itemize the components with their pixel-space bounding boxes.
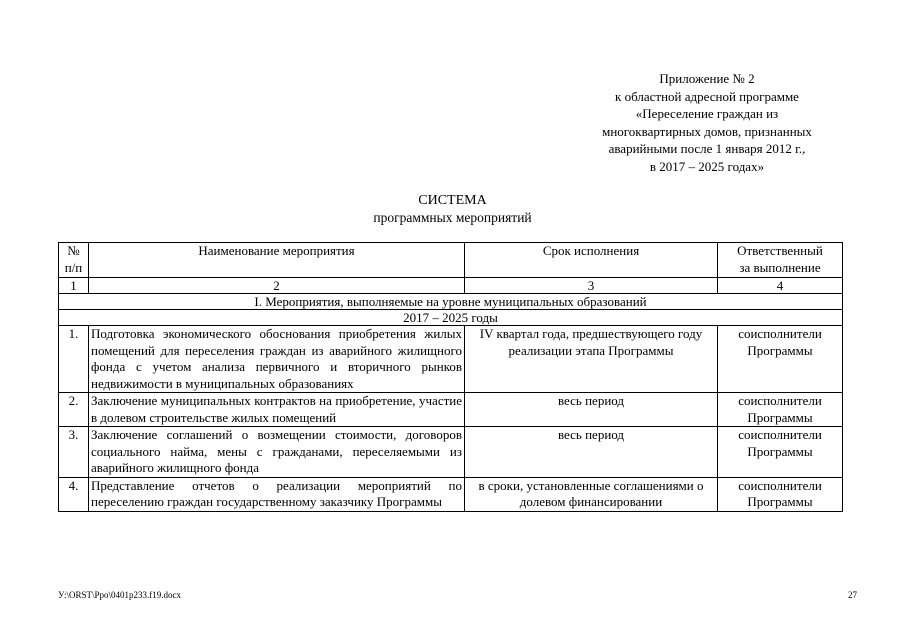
row-term: в сроки, установленные соглашениями о долевом финансировании <box>465 477 718 511</box>
header-num <box>59 243 89 278</box>
header-responsible <box>718 243 843 278</box>
row-name: Заключение муниципальных контрактов на приобретение, участие в долевом строительстве жилых помещений <box>89 393 465 427</box>
row-resp-line2: Программы <box>747 342 813 358</box>
appendix-line: многоквартирных домов, признанных <box>602 123 812 139</box>
row-term: IV квартал года, предшествующего году реализации этапа Программы <box>465 326 718 393</box>
row-resp-line1: соисполнители <box>738 326 822 341</box>
table-header-row <box>59 243 843 278</box>
row-num: 1. <box>59 326 89 393</box>
table-row <box>59 393 843 427</box>
appendix-line: к областной адресной программе <box>615 88 799 104</box>
footer-file-path: У:\ORST\Ppo\0401p233.f19.docx <box>58 590 182 600</box>
header-num-line2: п/п <box>64 259 83 275</box>
header-num-line1: № <box>67 243 80 258</box>
footer-page-number: 27 <box>848 590 857 600</box>
col-number: 1 <box>59 278 89 294</box>
period-title: 2017 – 2025 годы <box>59 310 843 326</box>
column-numbers-row <box>59 278 843 294</box>
document-subtitle: программных мероприятий <box>373 210 532 225</box>
row-num: 2. <box>59 393 89 427</box>
row-responsible <box>718 427 843 478</box>
row-resp-line1: соисполнители <box>738 477 822 493</box>
table-row <box>59 477 843 511</box>
header-term: Срок исполнения <box>465 243 718 278</box>
row-name: Подготовка экономического обоснования приобретения жилых помещений для переселения граждан из аварийного жилищного фонда с учетом анализа первичного и вторичного рынков недвижимости в муниципальных образованиях <box>89 326 465 393</box>
col-number: 2 <box>89 278 465 294</box>
row-term: весь период <box>465 393 718 427</box>
row-resp-line2: Программы <box>747 494 813 509</box>
header-name: Наименование мероприятия <box>89 243 465 278</box>
appendix-line: «Переселение граждан из <box>635 106 779 122</box>
appendix-line: Приложение № 2 <box>659 71 755 86</box>
row-resp-line1: соисполнители <box>738 427 822 442</box>
row-term: весь период <box>465 427 718 478</box>
table-row <box>59 326 843 393</box>
row-name: Представление отчетов о реализации мероприятий по переселению граждан государственному заказчику Программы <box>89 477 465 511</box>
header-resp-line1: Ответственный <box>737 243 823 258</box>
document-title: СИСТЕМА <box>418 193 487 208</box>
measures-table <box>58 242 843 512</box>
appendix-line: аварийными после 1 января 2012 г., <box>608 141 806 157</box>
header-resp-line2: за выполнение <box>739 259 821 275</box>
period-row <box>59 310 843 326</box>
col-number: 3 <box>465 278 718 294</box>
row-num: 4. <box>59 477 89 511</box>
row-resp-line1: соисполнители <box>738 393 822 408</box>
row-resp-line2: Программы <box>747 443 813 459</box>
row-resp-line2: Программы <box>747 409 813 425</box>
row-responsible <box>718 326 843 393</box>
appendix-line: в 2017 – 2025 годах» <box>649 158 765 174</box>
row-name: Заключение соглашений о возмещении стоимости, договоров социального найма, мены с гражданами, переселяемыми из аварийного жилищного фонда <box>89 427 465 478</box>
row-responsible <box>718 393 843 427</box>
section-row <box>59 294 843 310</box>
col-number: 4 <box>718 278 843 294</box>
table-row <box>59 427 843 478</box>
row-num: 3. <box>59 427 89 478</box>
appendix-note <box>557 70 857 176</box>
row-responsible <box>718 477 843 511</box>
section-title: I. Мероприятия, выполняемые на уровне муниципальных образований <box>59 294 843 310</box>
